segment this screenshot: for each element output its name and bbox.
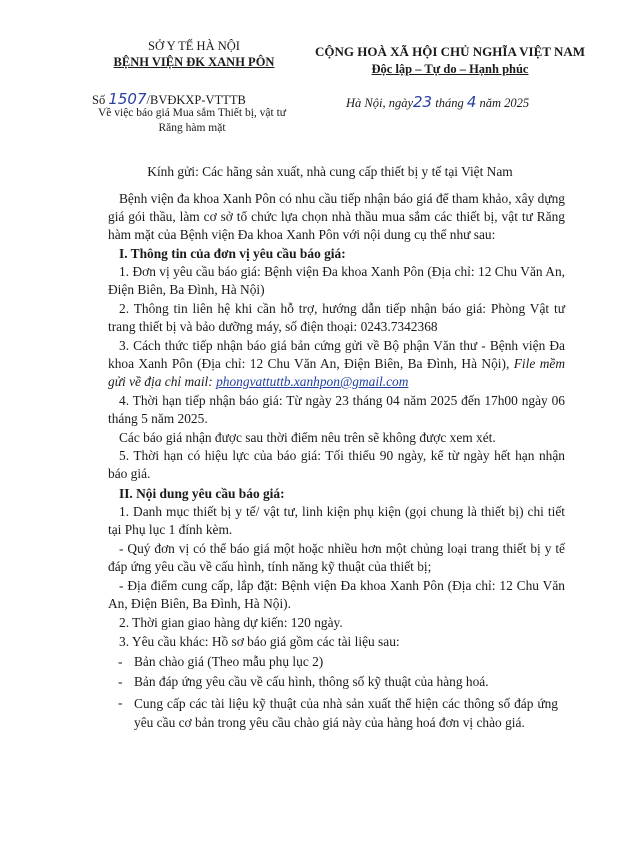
issuer-name: BỆNH VIỆN ĐK XANH PÔN [113,55,275,69]
section-2-item-2: 2. Thời gian giao hàng dự kiến: 120 ngày. [119,615,343,630]
section-1-item-3-text: 3. Cách thức tiếp nhận báo giá bản cứng gửi về Bộ phận Văn thư - Bệnh viện Đa khoa Xanh Pôn (Địa chỉ: 12 Chu Văn An, Điện Biên, Ba Đình, Hà Nội), [108,338,565,371]
section-1-item-4: 4. Thời hạn tiếp nhận báo giá: Từ ngày 23 tháng 04 năm 2025 đến 17h00 ngày 06 tháng 5 năm 2025. [108,393,565,426]
list-item [118,694,558,754]
section-2-item-3: 3. Yêu cầu khác: Hồ sơ báo giá gồm các tài liệu sau: [119,634,400,649]
list-dash: - [118,674,123,689]
date-day-handwritten: 23 [413,93,433,111]
list-item-text: Bản chào giá (Theo mẫu phụ lục 2) [134,654,324,669]
issuer-parent: SỞ Y TẾ HÀ NỘI [148,39,240,53]
list-item [118,673,558,691]
list-item [118,653,558,671]
section-1-item-3 [108,337,565,391]
greeting: Kính gửi: Các hãng sản xuất, nhà cung cấp thiết bị y tế tại Việt Nam [147,164,513,179]
date-month-label: tháng [435,96,464,110]
list-dash: - [118,654,123,669]
document-number-prefix: Số [92,93,106,107]
document-number-handwritten: 1507 [108,90,147,108]
section-1-item-1: 1. Đơn vị yêu cầu báo giá: Bệnh viện Đa khoa Xanh Pôn (Địa chỉ: 12 Chu Văn An, Điện Biên, Ba Đình, Hà Nội) [108,264,565,297]
national-title: CỘNG HOÀ XÃ HỘI CHỦ NGHĨA VIỆT NAM [314,44,586,59]
date-month-handwritten: 4 [466,93,477,111]
section-1-title: I. Thông tin của đơn vị yêu cầu báo giá: [119,246,346,261]
section-1-item-2: 2. Thông tin liên hệ khi cần hỗ trợ, hướng dẫn tiếp nhận báo giá: Phòng Vật tư trang thiết bị và bảo dưỡng máy, số điện thoại: 0243.7342368 [108,301,565,334]
section-2-item-1b: - Địa điểm cung cấp, lắp đặt: Bệnh viện Đa khoa Xanh Pôn (Địa chỉ: 12 Chu Văn An, Điện Biên, Ba Đình, Hà Nội). [108,578,565,611]
section-1-note: Các báo giá nhận được sau thời điểm nêu trên sẽ không được xem xét. [119,430,496,445]
section-1-item-5: 5. Thời hạn có hiệu lực của báo giá: Tối thiểu 90 ngày, kể từ ngày hết hạn nhận báo giá. [108,448,565,481]
date-year: năm 2025 [479,96,530,110]
subject-line-2: Răng hàm mặt [158,122,226,134]
section-2-title: II. Nội dung yêu cầu báo giá: [119,486,285,501]
list-dash: - [118,695,123,710]
list-item-text: Bản đáp ứng yêu cầu về cấu hình, thông số kỹ thuật của hàng hoá. [134,674,489,689]
list-item-text: Cung cấp các tài liệu kỹ thuật của nhà sản xuất thể hiện các thông số đáp ứng yêu cầu cơ bản trong yêu cầu chào giá này của hàng hoá đơn vị chào giá. [134,696,558,730]
subject-line-1: Về việc báo giá Mua sắm Thiết bị, vật tư [97,107,287,119]
email-label: File mềm gửi về địa chỉ mail: [108,356,565,389]
section-2-item-1a: - Quý đơn vị có thể báo giá một hoặc nhiều hơn một chủng loại trang thiết bị y tế đáp ứng yêu cầu về cấu hình, tính năng kỹ thuật của thiết bị; [108,541,565,574]
section-2-item-1: 1. Danh mục thiết bị y tế/ vật tư, linh kiện phụ kiện (gọi chung là thiết bị) chi tiết tại Phụ lục 1 đính kèm. [108,504,565,537]
national-motto: Độc lập – Tự do – Hạnh phúc [371,62,529,76]
document-date [346,93,576,111]
date-prefix: Hà Nội, ngày [346,96,414,110]
document-number-suffix: /BVĐKXP-VTTTB [146,93,246,107]
intro-paragraph: Bệnh viện đa khoa Xanh Pôn có nhu cầu tiếp nhận báo giá để tham khảo, xây dựng giá gói thầu, làm cơ sở tổ chức lựa chọn nhà thầu mua sắm các thiết bị, vật tư Răng hàm mặt của Bệnh viện Đa khoa Xanh Pôn với nội dung cụ thể như sau: [108,191,565,242]
email-link[interactable]: phongvattuttb.xanhpon@gmail.com [216,374,409,389]
